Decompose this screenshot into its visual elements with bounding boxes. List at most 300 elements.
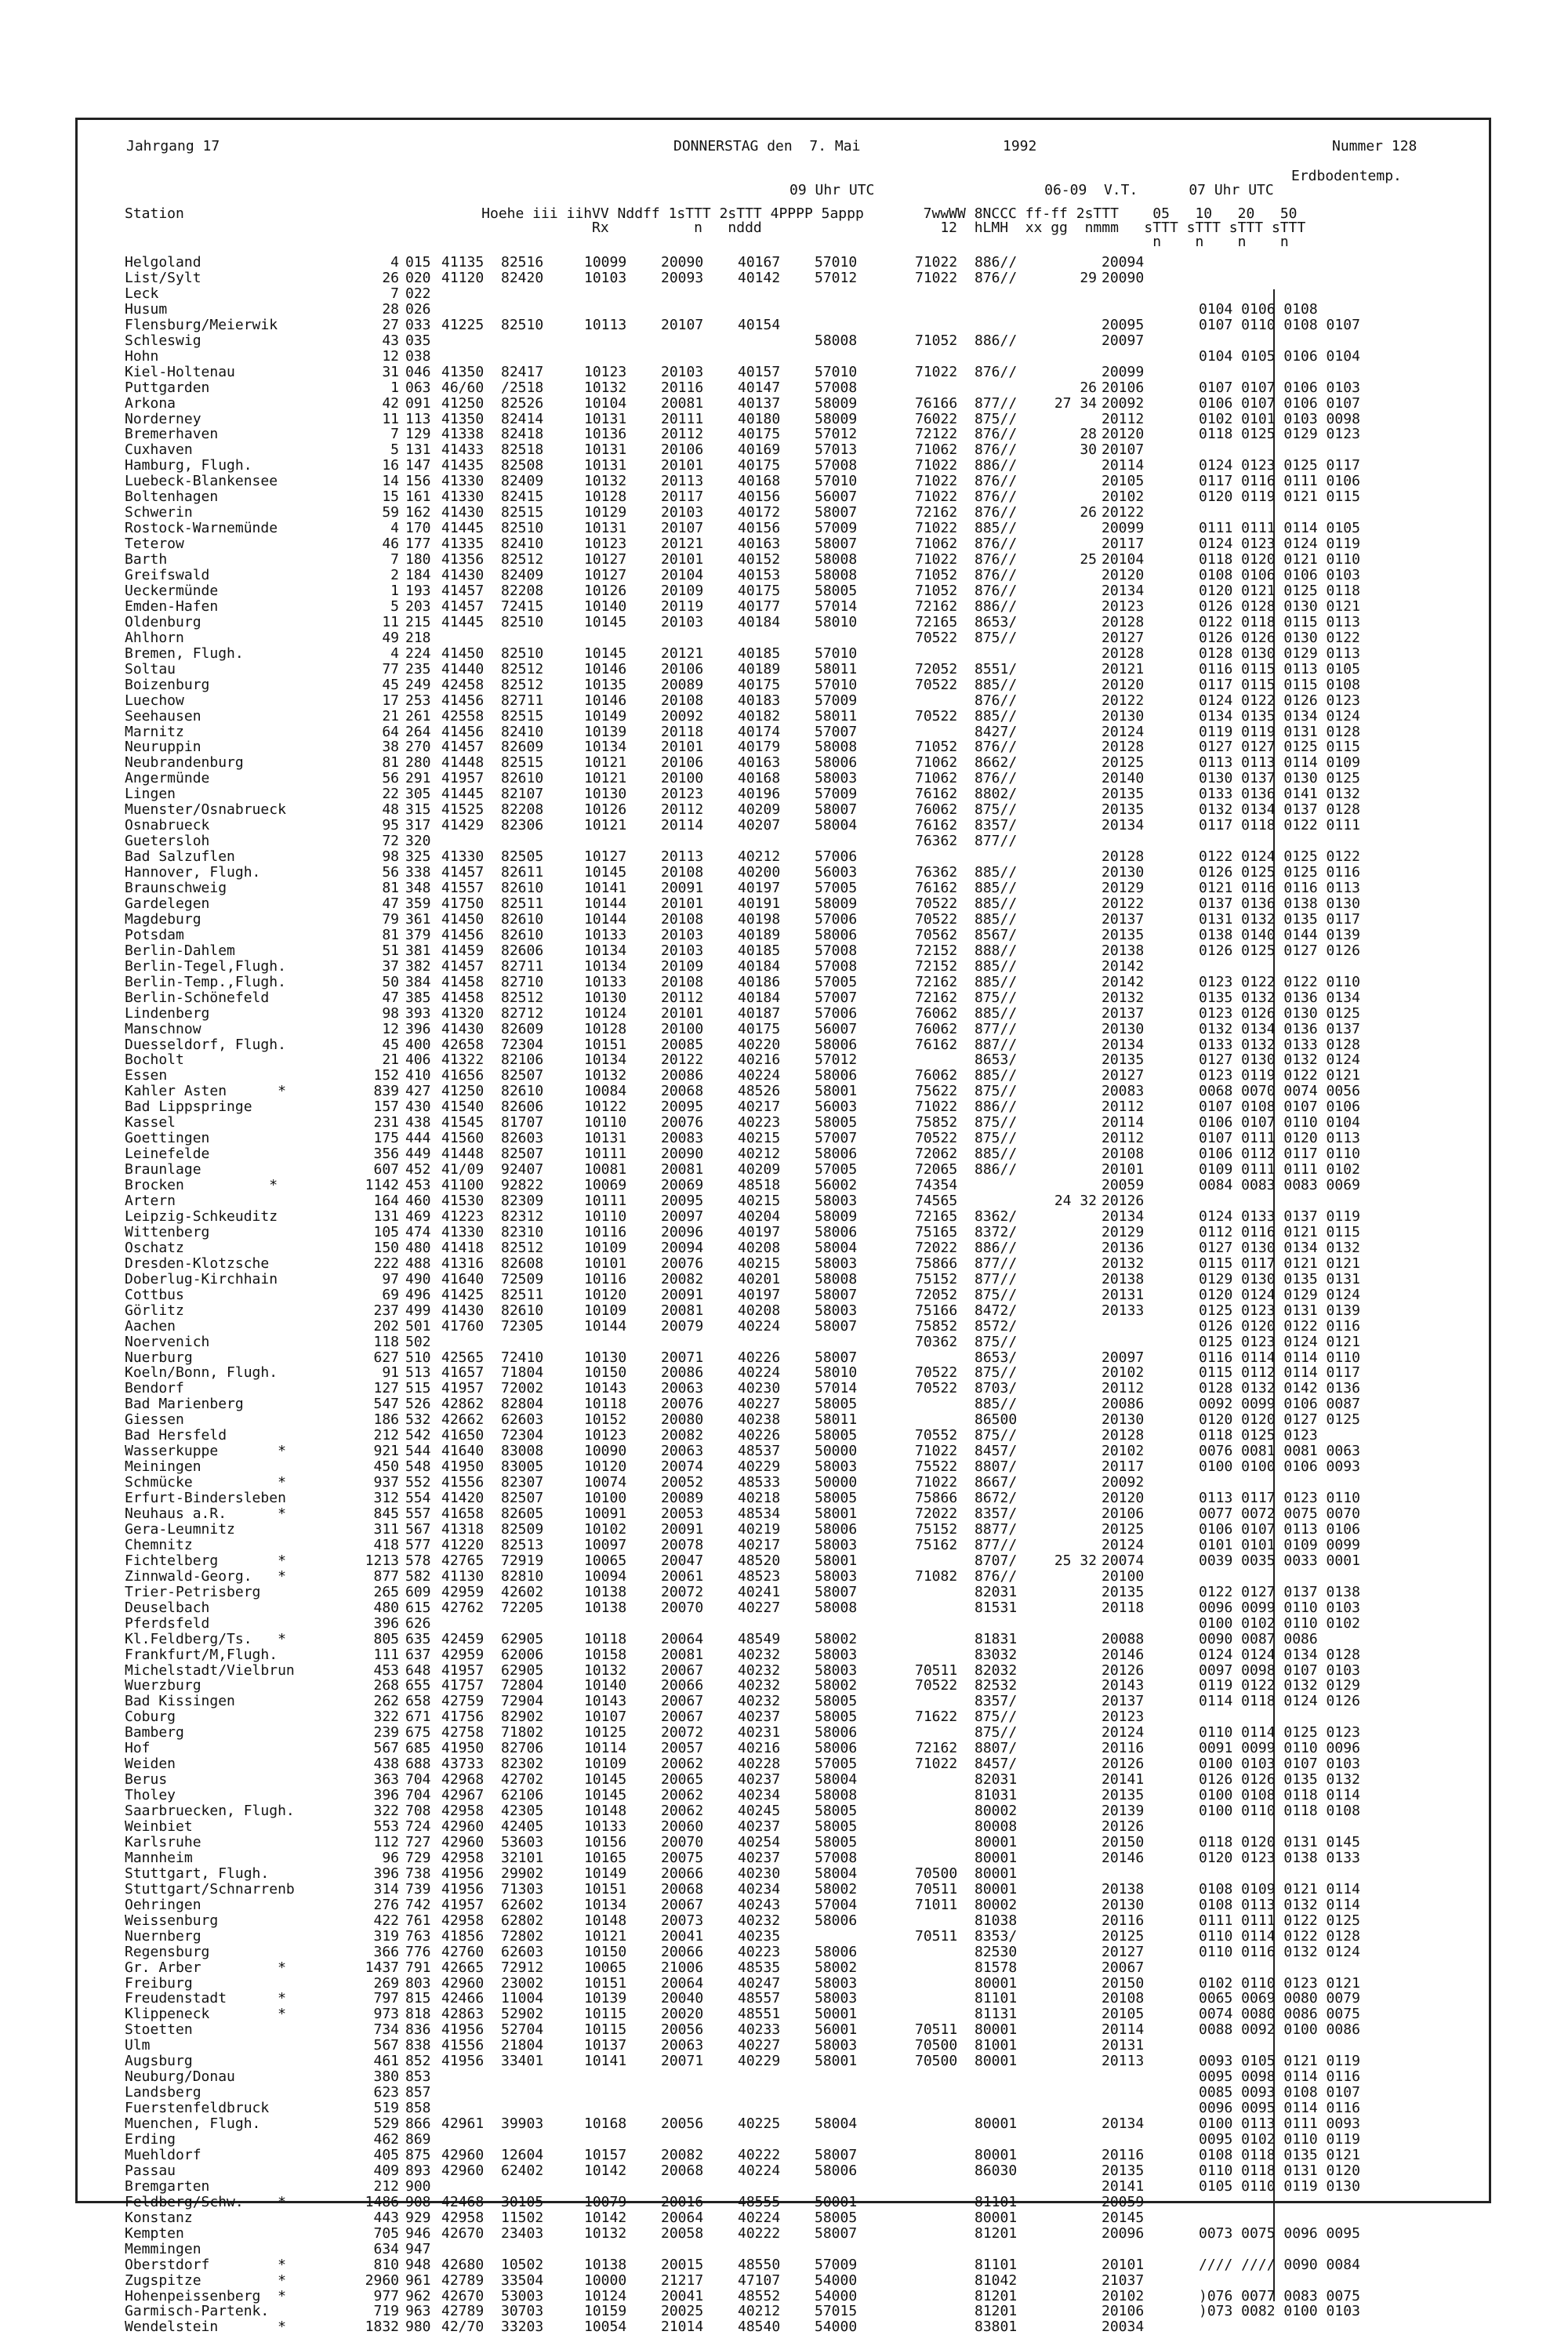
- soil-temps: 0090 0087 0086: [1199, 1630, 1318, 1647]
- 4pppp: 40172: [738, 504, 781, 521]
- 2sttt: 20104: [661, 567, 704, 583]
- 1sttt: 10123: [584, 1427, 627, 1444]
- soil-temps: 0126 0120 0122 0116: [1199, 1317, 1360, 1335]
- station-id: 929: [405, 2209, 431, 2226]
- table-row: [78, 2038, 1494, 2054]
- nddff: 82706: [501, 1740, 544, 1757]
- 8nccc: 80001: [975, 1849, 1018, 1866]
- 5appp: 58006: [815, 1520, 858, 1538]
- 1sttt: 10124: [584, 1004, 627, 1022]
- station-name: Ahlhorn: [125, 629, 184, 646]
- 2sttt: 20086: [661, 1364, 704, 1382]
- 8nccc: 875//: [975, 410, 1018, 427]
- 1sttt: 10121: [584, 770, 627, 787]
- iihvv: 42960: [441, 1818, 485, 1835]
- 2sttt: 20109: [661, 582, 704, 599]
- elevation: 422: [373, 1912, 399, 1929]
- table-row: [78, 302, 1494, 318]
- vt-2sttt: 20131: [1102, 2037, 1145, 2054]
- 4pppp: 40177: [738, 597, 781, 615]
- 5appp: 58001: [815, 1505, 858, 1522]
- 2sttt: 20063: [661, 1380, 704, 1397]
- soil-temps: 0131 0132 0135 0117: [1199, 910, 1360, 928]
- soil-temps: 0126 0126 0130 0122: [1199, 629, 1360, 646]
- soil-temps: 0113 0113 0114 0109: [1199, 754, 1360, 772]
- vt-2sttt: 20097: [1102, 332, 1145, 349]
- station-name: Pferdsfeld: [125, 1614, 210, 1632]
- elevation: 356: [373, 1146, 399, 1163]
- 4pppp: 40197: [738, 1223, 781, 1240]
- iihvv: 41130: [441, 1567, 485, 1585]
- 8nccc: 875//: [975, 629, 1018, 646]
- vt-2sttt: 20135: [1102, 926, 1145, 943]
- 2sttt: 20118: [661, 723, 704, 740]
- soil-temps: 0111 0111 0122 0125: [1199, 1912, 1360, 1929]
- 2sttt: 20101: [661, 895, 704, 912]
- station-name: Leipzig-Schkeuditz: [125, 1207, 278, 1225]
- 1sttt: 10144: [584, 1317, 627, 1335]
- table-row: [78, 1882, 1494, 1897]
- vt-2sttt: 20116: [1102, 2146, 1145, 2163]
- 1sttt: 10145: [584, 1787, 627, 1804]
- elevation: 937: [373, 1474, 399, 1491]
- 1sttt: 10120: [584, 1286, 627, 1303]
- elevation: 877: [373, 1567, 399, 1585]
- 4pppp: 48552: [738, 2287, 781, 2304]
- station-name: Stuttgart/Schnarrenb: [125, 1880, 295, 1897]
- 8nccc: 885//: [975, 910, 1018, 928]
- 2sttt: 20025: [661, 2303, 704, 2320]
- 1sttt: 10094: [584, 1567, 627, 1585]
- iihvv: 41457: [441, 957, 485, 975]
- 8nccc: 876//: [975, 770, 1018, 787]
- elevation: 239: [373, 1724, 399, 1741]
- iihvv: 41250: [441, 394, 485, 412]
- 8nccc: 886//: [975, 1239, 1018, 1256]
- 8nccc: 886//: [975, 332, 1018, 349]
- 5appp: 57009: [815, 692, 858, 709]
- vt-2sttt: 20127: [1102, 1943, 1145, 1960]
- nddff: 82414: [501, 410, 544, 427]
- iihvv: 41456: [441, 692, 485, 709]
- station-id: 548: [405, 1458, 431, 1476]
- 5appp: 58004: [815, 2115, 858, 2133]
- table-row: [78, 1240, 1494, 1256]
- 1sttt: 10140: [584, 1677, 627, 1694]
- iihvv: 41420: [441, 1490, 485, 1507]
- station-id: 490: [405, 1270, 431, 1287]
- iihvv: 42565: [441, 1349, 485, 1366]
- elevation: 91: [382, 1364, 399, 1382]
- iihvv: 42670: [441, 2224, 485, 2242]
- elevation: 1213: [365, 1552, 399, 1569]
- iihvv: 41318: [441, 1520, 485, 1538]
- station-id: 501: [405, 1317, 431, 1335]
- 8nccc: 80002: [975, 1803, 1018, 1820]
- 1sttt: 10099: [584, 254, 627, 271]
- 4pppp: 48534: [738, 1505, 781, 1522]
- 4pppp: 48523: [738, 1567, 781, 1585]
- 4pppp: 40237: [738, 1849, 781, 1866]
- soil-temps: 0085 0093 0108 0107: [1199, 2084, 1360, 2101]
- 7wwww: 76166: [915, 394, 958, 412]
- elevation: 81: [382, 880, 399, 896]
- table-row: [78, 458, 1494, 474]
- 2sttt: 20076: [661, 1255, 704, 1272]
- iihvv: 41338: [441, 426, 485, 443]
- 1sttt: 10097: [584, 1536, 627, 1553]
- 2sttt: 20047: [661, 1552, 704, 1569]
- table-row: [78, 505, 1494, 521]
- station-id: 020: [405, 269, 431, 286]
- elevation: 1: [390, 379, 399, 396]
- station-id: 900: [405, 2177, 431, 2195]
- 2sttt: 20081: [661, 1646, 704, 1663]
- table-row: [78, 521, 1494, 536]
- 8nccc: 885//: [975, 1004, 1018, 1022]
- 4pppp: 40224: [738, 1364, 781, 1382]
- 1sttt: 10115: [584, 2006, 627, 2023]
- elevation: 81: [382, 926, 399, 943]
- 5appp: 58006: [815, 2162, 858, 2179]
- table-row: [78, 380, 1494, 396]
- 8nccc: 885//: [975, 520, 1018, 537]
- nddff: 23002: [501, 1974, 544, 1992]
- station-name: Freudenstadt *: [125, 1990, 286, 2007]
- iihvv: 41425: [441, 1286, 485, 1303]
- elevation: 322: [373, 1709, 399, 1726]
- soil-temps: 0124 0133 0137 0119: [1199, 1207, 1360, 1225]
- 1sttt: 10091: [584, 1505, 627, 1522]
- iihvv: 41458: [441, 973, 485, 990]
- 8nccc: 885//: [975, 1396, 1018, 1413]
- elevation: 312: [373, 1490, 399, 1507]
- 4pppp: 40156: [738, 520, 781, 537]
- elevation: 38: [382, 739, 399, 756]
- iihvv: 42468: [441, 2193, 485, 2210]
- soil-temps: 0088 0092 0100 0086: [1199, 2021, 1360, 2039]
- station-id: 526: [405, 1396, 431, 1413]
- soil-temps: 0065 0069 0080 0079: [1199, 1990, 1360, 2007]
- station-name: Noervenich: [125, 1333, 210, 1350]
- table-row: [78, 802, 1494, 818]
- ff-ff: 24 32: [1054, 1193, 1097, 1209]
- 8nccc: 80001: [975, 2115, 1018, 2133]
- vt-2sttt: 20104: [1102, 551, 1145, 568]
- iihvv: 41760: [441, 1317, 485, 1335]
- 1sttt: 10141: [584, 880, 627, 896]
- nddff: 82513: [501, 1536, 544, 1553]
- 1sttt: 10121: [584, 754, 627, 772]
- elevation: 96: [382, 1849, 399, 1866]
- 2sttt: 20091: [661, 880, 704, 896]
- station-id: 557: [405, 1505, 431, 1522]
- 7wwww: 72165: [915, 613, 958, 630]
- elevation: 405: [373, 2146, 399, 2163]
- table-row: [78, 1897, 1494, 1913]
- iihvv: 42961: [441, 2115, 485, 2133]
- 8nccc: 81101: [975, 2256, 1018, 2273]
- 5appp: 58006: [815, 754, 858, 772]
- 2sttt: 20062: [661, 1787, 704, 1804]
- station-id: 510: [405, 1349, 431, 1366]
- table-row: [78, 1428, 1494, 1443]
- table-row: [78, 1929, 1494, 1945]
- elevation: 118: [373, 1333, 399, 1350]
- 4pppp: 40224: [738, 1067, 781, 1084]
- iihvv: 42/70: [441, 2319, 485, 2335]
- iihvv: 41223: [441, 1207, 485, 1225]
- 8nccc: 886//: [975, 457, 1018, 474]
- 5appp: 57005: [815, 1756, 858, 1773]
- station-name: Rostock-Warnemünde: [125, 520, 278, 537]
- 8nccc: 876//: [975, 536, 1018, 553]
- 1sttt: 10145: [584, 864, 627, 881]
- station-name: Muenster/Osnabrueck: [125, 801, 286, 819]
- 5appp: 57013: [815, 441, 858, 459]
- nddff: 82302: [501, 1756, 544, 1773]
- 8nccc: 8667/: [975, 1474, 1018, 1491]
- station-name: Wendelstein *: [125, 2319, 286, 2335]
- soil-temps: 0110 0116 0132 0124: [1199, 1943, 1360, 1960]
- 5appp: 58009: [815, 410, 858, 427]
- 5appp: 57006: [815, 848, 858, 866]
- nddff: 23403: [501, 2224, 544, 2242]
- elevation: 519: [373, 2100, 399, 2117]
- station-id: 609: [405, 1583, 431, 1600]
- soil-temps: 0124 0122 0126 0123: [1199, 692, 1360, 709]
- 4pppp: 40224: [738, 2209, 781, 2226]
- 1sttt: 10127: [584, 551, 627, 568]
- table-row: [78, 2242, 1494, 2257]
- vt-2sttt: 20129: [1102, 1223, 1145, 1240]
- iihvv: 42958: [441, 1803, 485, 1820]
- 8nccc: 80008: [975, 1818, 1018, 1835]
- iihvv: 42960: [441, 2146, 485, 2163]
- station-id: 361: [405, 910, 431, 928]
- station-name: Bamberg: [125, 1724, 184, 1741]
- nddff: 82507: [501, 1067, 544, 1084]
- 4pppp: 40174: [738, 723, 781, 740]
- 7wwww: 71022: [915, 1099, 958, 1116]
- 1sttt: 10135: [584, 676, 627, 693]
- elevation: 97: [382, 1270, 399, 1287]
- 2sttt: 20082: [661, 1270, 704, 1287]
- iihvv: 42958: [441, 1912, 485, 1929]
- vt-2sttt: 20122: [1102, 692, 1145, 709]
- 8nccc: 8357/: [975, 817, 1018, 834]
- soil-temps: 0134 0135 0134 0124: [1199, 707, 1360, 724]
- nddff: 62106: [501, 1787, 544, 1804]
- station-name: Zinnwald-Georg. *: [125, 1567, 286, 1585]
- station-name: Stuttgart, Flugh.: [125, 1865, 270, 1882]
- 1sttt: 10132: [584, 1661, 627, 1679]
- iihvv: 42558: [441, 707, 485, 724]
- 5appp: 58005: [815, 1833, 858, 1850]
- nddff: 82711: [501, 957, 544, 975]
- 2sttt: 20075: [661, 1849, 704, 1866]
- 2sttt: 20064: [661, 1974, 704, 1992]
- 1sttt: 10121: [584, 1927, 627, 1945]
- 5appp: 58004: [815, 1771, 858, 1788]
- 7wwww: 71052: [915, 582, 958, 599]
- elevation: 212: [373, 2177, 399, 2195]
- 4pppp: 40226: [738, 1427, 781, 1444]
- iihvv: 42960: [441, 1974, 485, 1992]
- station-id: 038: [405, 347, 431, 365]
- header-line-4: Rx n nddd 12 hLMH xx gg nmmm sTTT sTTT sTTT sTTT: [125, 220, 1306, 236]
- station-name: Nuernberg: [125, 1927, 201, 1945]
- elevation: 2960: [365, 2271, 399, 2289]
- table-row: [78, 599, 1494, 615]
- elevation: 43: [382, 332, 399, 349]
- 8nccc: 8653/: [975, 613, 1018, 630]
- 1sttt: 10124: [584, 2287, 627, 2304]
- iihvv: 42665: [441, 1959, 485, 1976]
- 8nccc: 81031: [975, 1787, 1018, 1804]
- iihvv: 42958: [441, 2209, 485, 2226]
- nddff: 82106: [501, 1051, 544, 1069]
- vt-2sttt: 20131: [1102, 1286, 1145, 1303]
- station-id: 544: [405, 1443, 431, 1460]
- vt-2sttt: 20128: [1102, 1427, 1145, 1444]
- 4pppp: 40179: [738, 739, 781, 756]
- vt-2sttt: 20099: [1102, 520, 1145, 537]
- 4pppp: 40232: [738, 1693, 781, 1710]
- station-id: 253: [405, 692, 431, 709]
- 2sttt: 20068: [661, 1083, 704, 1100]
- table-row: [78, 2163, 1494, 2179]
- nddff: 72804: [501, 1677, 544, 1694]
- 7wwww: 72162: [915, 1740, 958, 1757]
- table-row: [78, 583, 1494, 599]
- station-name: Neuhaus a.R. *: [125, 1505, 286, 1522]
- table-row: [78, 1803, 1494, 1819]
- vt-2sttt: 20142: [1102, 973, 1145, 990]
- iihvv: 41430: [441, 1020, 485, 1037]
- table-row: [78, 2304, 1494, 2319]
- vt-2sttt: 20097: [1102, 1349, 1145, 1366]
- 5appp: 57010: [815, 473, 858, 490]
- 7wwww: 75162: [915, 1536, 958, 1553]
- 1sttt: 10150: [584, 1943, 627, 1960]
- 2sttt: 20076: [661, 1396, 704, 1413]
- station-id: 393: [405, 1004, 431, 1022]
- station-id: 430: [405, 1099, 431, 1116]
- 4pppp: 40232: [738, 1912, 781, 1929]
- table-row: [78, 2085, 1494, 2101]
- 1sttt: 10159: [584, 2303, 627, 2320]
- 7wwww: 76162: [915, 786, 958, 803]
- vt-2sttt: 20138: [1102, 1270, 1145, 1287]
- 4pppp: 40237: [738, 1818, 781, 1835]
- station-name: Wittenberg: [125, 1223, 210, 1240]
- iihvv: 46/60: [441, 379, 485, 396]
- 7wwww: 72022: [915, 1505, 958, 1522]
- 4pppp: 40228: [738, 1756, 781, 1773]
- soil-temps: 0108 0106 0106 0103: [1199, 567, 1360, 583]
- station-id: 291: [405, 770, 431, 787]
- 7wwww: 70522: [915, 629, 958, 646]
- 1sttt: 10118: [584, 1630, 627, 1647]
- elevation: 453: [373, 1661, 399, 1679]
- 1sttt: 10126: [584, 582, 627, 599]
- elevation: 719: [373, 2303, 399, 2320]
- iihvv: 42959: [441, 1646, 485, 1663]
- 1sttt: 10157: [584, 2146, 627, 2163]
- vt-2sttt: 20128: [1102, 848, 1145, 866]
- 2sttt: 20103: [661, 613, 704, 630]
- 4pppp: 40153: [738, 567, 781, 583]
- station-name: Bendorf: [125, 1380, 184, 1397]
- elevation: 77: [382, 660, 399, 677]
- table-row: [78, 1647, 1494, 1663]
- nddff: 81707: [501, 1114, 544, 1131]
- 5appp: 57015: [815, 2303, 858, 2320]
- 1sttt: 10150: [584, 1364, 627, 1382]
- elevation: 186: [373, 1411, 399, 1429]
- table-row: [78, 1350, 1494, 1366]
- soil-temps: 0132 0134 0137 0128: [1199, 801, 1360, 819]
- 8nccc: 876//: [975, 441, 1018, 459]
- 7wwww: 72152: [915, 957, 958, 975]
- vt-2sttt: 20106: [1102, 379, 1145, 396]
- iihvv: 42958: [441, 1849, 485, 1866]
- table-row: [78, 1991, 1494, 2006]
- 8nccc: 875//: [975, 1724, 1018, 1741]
- 8nccc: 80001: [975, 2146, 1018, 2163]
- table-row: [78, 552, 1494, 568]
- elevation: 418: [373, 1536, 399, 1553]
- 4pppp: 40191: [738, 895, 781, 912]
- vt-2sttt: 20083: [1102, 1083, 1145, 1100]
- elevation: 547: [373, 1396, 399, 1413]
- soil-temps: 0124 0124 0134 0128: [1199, 1646, 1360, 1663]
- vt-2sttt: 20134: [1102, 2115, 1145, 2133]
- 2sttt: 21014: [661, 2319, 704, 2335]
- station-name: Fichtelberg *: [125, 1552, 286, 1569]
- 2sttt: 20117: [661, 488, 704, 506]
- 4pppp: 40217: [738, 1099, 781, 1116]
- station-id: 162: [405, 504, 431, 521]
- nddff: 82512: [501, 551, 544, 568]
- station-name: Luebeck-Blankensee: [125, 473, 278, 490]
- iihvv: 41957: [441, 1896, 485, 1913]
- soil-temps: 0106 0107 0113 0106: [1199, 1520, 1360, 1538]
- table-row: [78, 646, 1494, 662]
- 8nccc: 80001: [975, 1974, 1018, 1992]
- 2sttt: 21217: [661, 2271, 704, 2289]
- soil-temps: 0127 0130 0134 0132: [1199, 1239, 1360, 1256]
- elevation: 4: [390, 520, 399, 537]
- 8nccc: 886//: [975, 597, 1018, 615]
- table-row: [78, 1193, 1494, 1209]
- table-row: [78, 1553, 1494, 1569]
- iihvv: 41856: [441, 1927, 485, 1945]
- 4pppp: 40167: [738, 254, 781, 271]
- station-id: 738: [405, 1865, 431, 1882]
- iihvv: 41525: [441, 801, 485, 819]
- soil-temps: 0132 0134 0136 0137: [1199, 1020, 1360, 1037]
- 2sttt: 20068: [661, 1880, 704, 1897]
- 8nccc: 885//: [975, 973, 1018, 990]
- elevation: 127: [373, 1380, 399, 1397]
- 5appp: 57007: [815, 1130, 858, 1147]
- vt-2sttt: 20124: [1102, 1724, 1145, 1741]
- station-id: 685: [405, 1740, 431, 1757]
- elevation: 265: [373, 1583, 399, 1600]
- 8nccc: 875//: [975, 1427, 1018, 1444]
